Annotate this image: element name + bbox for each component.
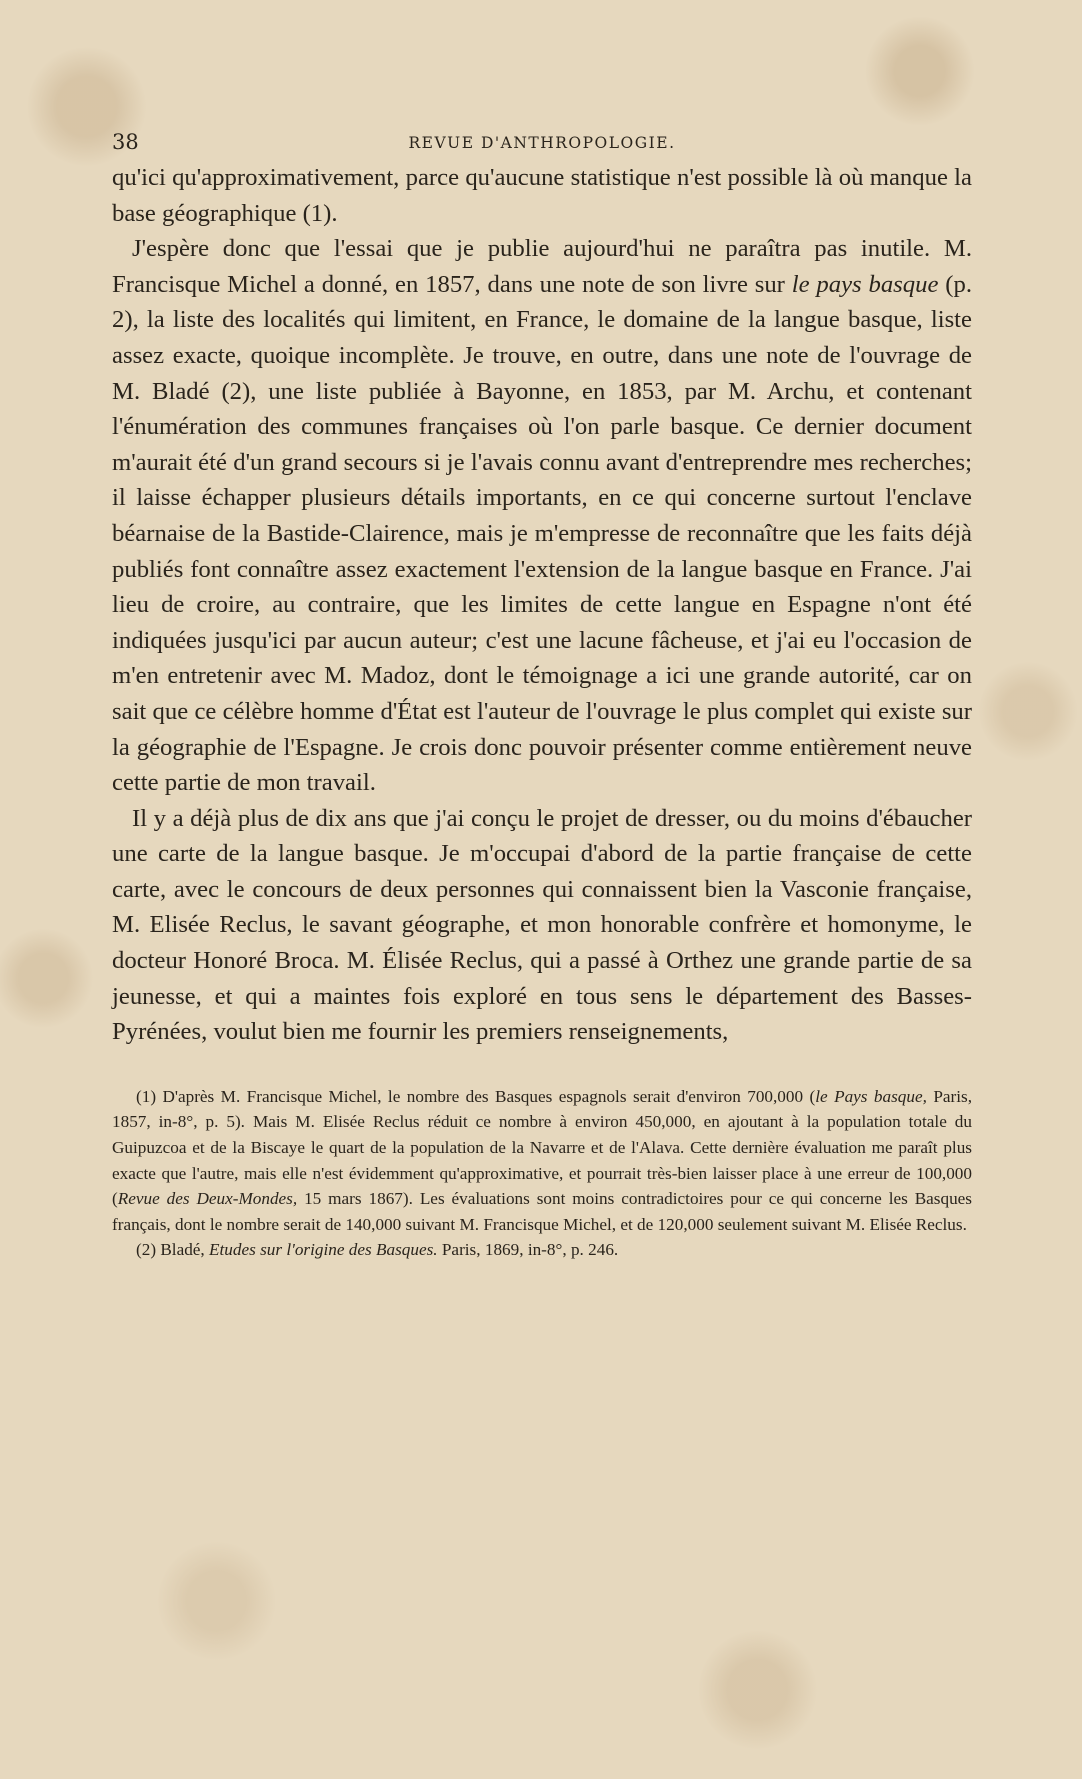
footnote-2-title: Etudes sur l'origine des Basques. xyxy=(209,1240,438,1260)
page-header xyxy=(112,120,972,160)
paragraph-1 xyxy=(112,160,972,231)
footnote-1-text-a: (1) D'après M. Francisque Michel, le nombre des Basques espagnols serait d'environ 700,000 ( xyxy=(136,1086,816,1106)
footnote-1-text-c: 15 mars 1867). Les évaluations sont moins contradictoires pour ce qui concerne les Basques français, dont le nombre serait de 140,000 suivant M. Francisque Michel, et de 120,000 seulement suivant M. Elisée Reclus. xyxy=(112,1189,972,1234)
running-head: REVUE D'ANTHROPOLOGIE. xyxy=(408,134,676,152)
paragraph-3-text: Il y a déjà plus de dix ans que j'ai conçu le projet de dresser, ou du moins d'ébaucher une carte de la langue basque. Je m'occupai d'abord de la partie française de cette carte, avec le concours de deux personnes qui connaissent bien la Vasconie française, M. Elisée Reclus, le savant géographe, et mon honorable confrère et homonyme, le docteur Honoré Broca. M. Élisée Reclus, qui a passé à Orthez une grande partie de sa jeunesse, et qui a maintes fois exploré en tous sens le département des Basses-Pyrénées, voulut bien me fournir les premiers renseignements, xyxy=(112,804,972,1046)
paragraph-1-text: qu'ici qu'approximativement, parce qu'aucune statistique n'est possible là où manque la base géographique (1). xyxy=(112,164,972,227)
footnote-2 xyxy=(112,1237,972,1263)
paragraph-2-text-b: (p. 2), la liste des localités qui limitent, en France, le domaine de la langue basque, liste assez exacte, quoique incomplète. Je trouve, en outre, dans une note de l'ouvrage de M. Bladé (2), une liste publiée à Bayonne, en 1853, par M. Archu, et contenant l'énumération des communes françaises où l'on parle basque. Ce dernier document m'aurait été d'un grand secours si je l'avais connu avant d'entreprendre mes recherches; il laisse échapper plusieurs détails importants, en ce qui concerne surtout l'enclave béarnaise de la Bastide-Clairence, mais je m'empresse de reconnaître que les faits déjà publiés font connaître assez exactement l'extension de la langue basque en France. J'ai lieu de croire, au contraire, que les limites de cette langue en Espagne n'ont été indiquées jusqu'ici par aucun auteur; c'est une lacune fâcheuse, et j'ai eu l'occasion de m'en entretenir avec M. Madoz, dont le témoignage a ici une grande autorité, car on sait que ce célèbre homme d'État est l'auteur de l'ouvrage le plus complet qui existe sur la géographie de l'Espagne. Je crois donc pouvoir présenter comme entièrement neuve cette partie de mon travail. xyxy=(112,270,972,797)
footnote-1-title-a: le Pays basque, xyxy=(815,1086,927,1106)
page-number: 38 xyxy=(112,130,139,154)
page xyxy=(112,120,972,1263)
paragraph-3 xyxy=(112,801,972,1050)
footnotes xyxy=(112,1084,972,1263)
paragraph-2-text-a: J'espère donc que l'essai que je publie aujourd'hui ne paraîtra pas inutile. M. Francisque Michel a donné, en 1857, dans une note de son livre sur xyxy=(112,235,972,298)
book-title-pays-basque: le pays basque xyxy=(791,270,939,298)
footnote-2-text-b: Paris, 1869, in-8°, p. 246. xyxy=(437,1240,619,1260)
footnote-1-title-b: Revue des Deux-Mondes, xyxy=(117,1189,298,1209)
paragraph-2 xyxy=(112,231,972,801)
footnote-1-text-b: Paris, 1857, in-8°, p. 5). Mais M. Elisée Reclus réduit ce nombre à environ 450,000, en ajoutant à la population totale du Guipuzcoa et de la Biscaye le quart de la population de la Navarre et de l'Alava. Cette dernière évaluation me paraît plus exacte que l'autre, mais elle n'est évidemment qu'approximative, et pourrait très-bien laisser place à une erreur de 100,000 ( xyxy=(112,1086,973,1209)
footnote-2-text-a: (2) Bladé, xyxy=(136,1240,210,1260)
footnote-1 xyxy=(112,1084,972,1238)
body-text xyxy=(112,160,972,1050)
